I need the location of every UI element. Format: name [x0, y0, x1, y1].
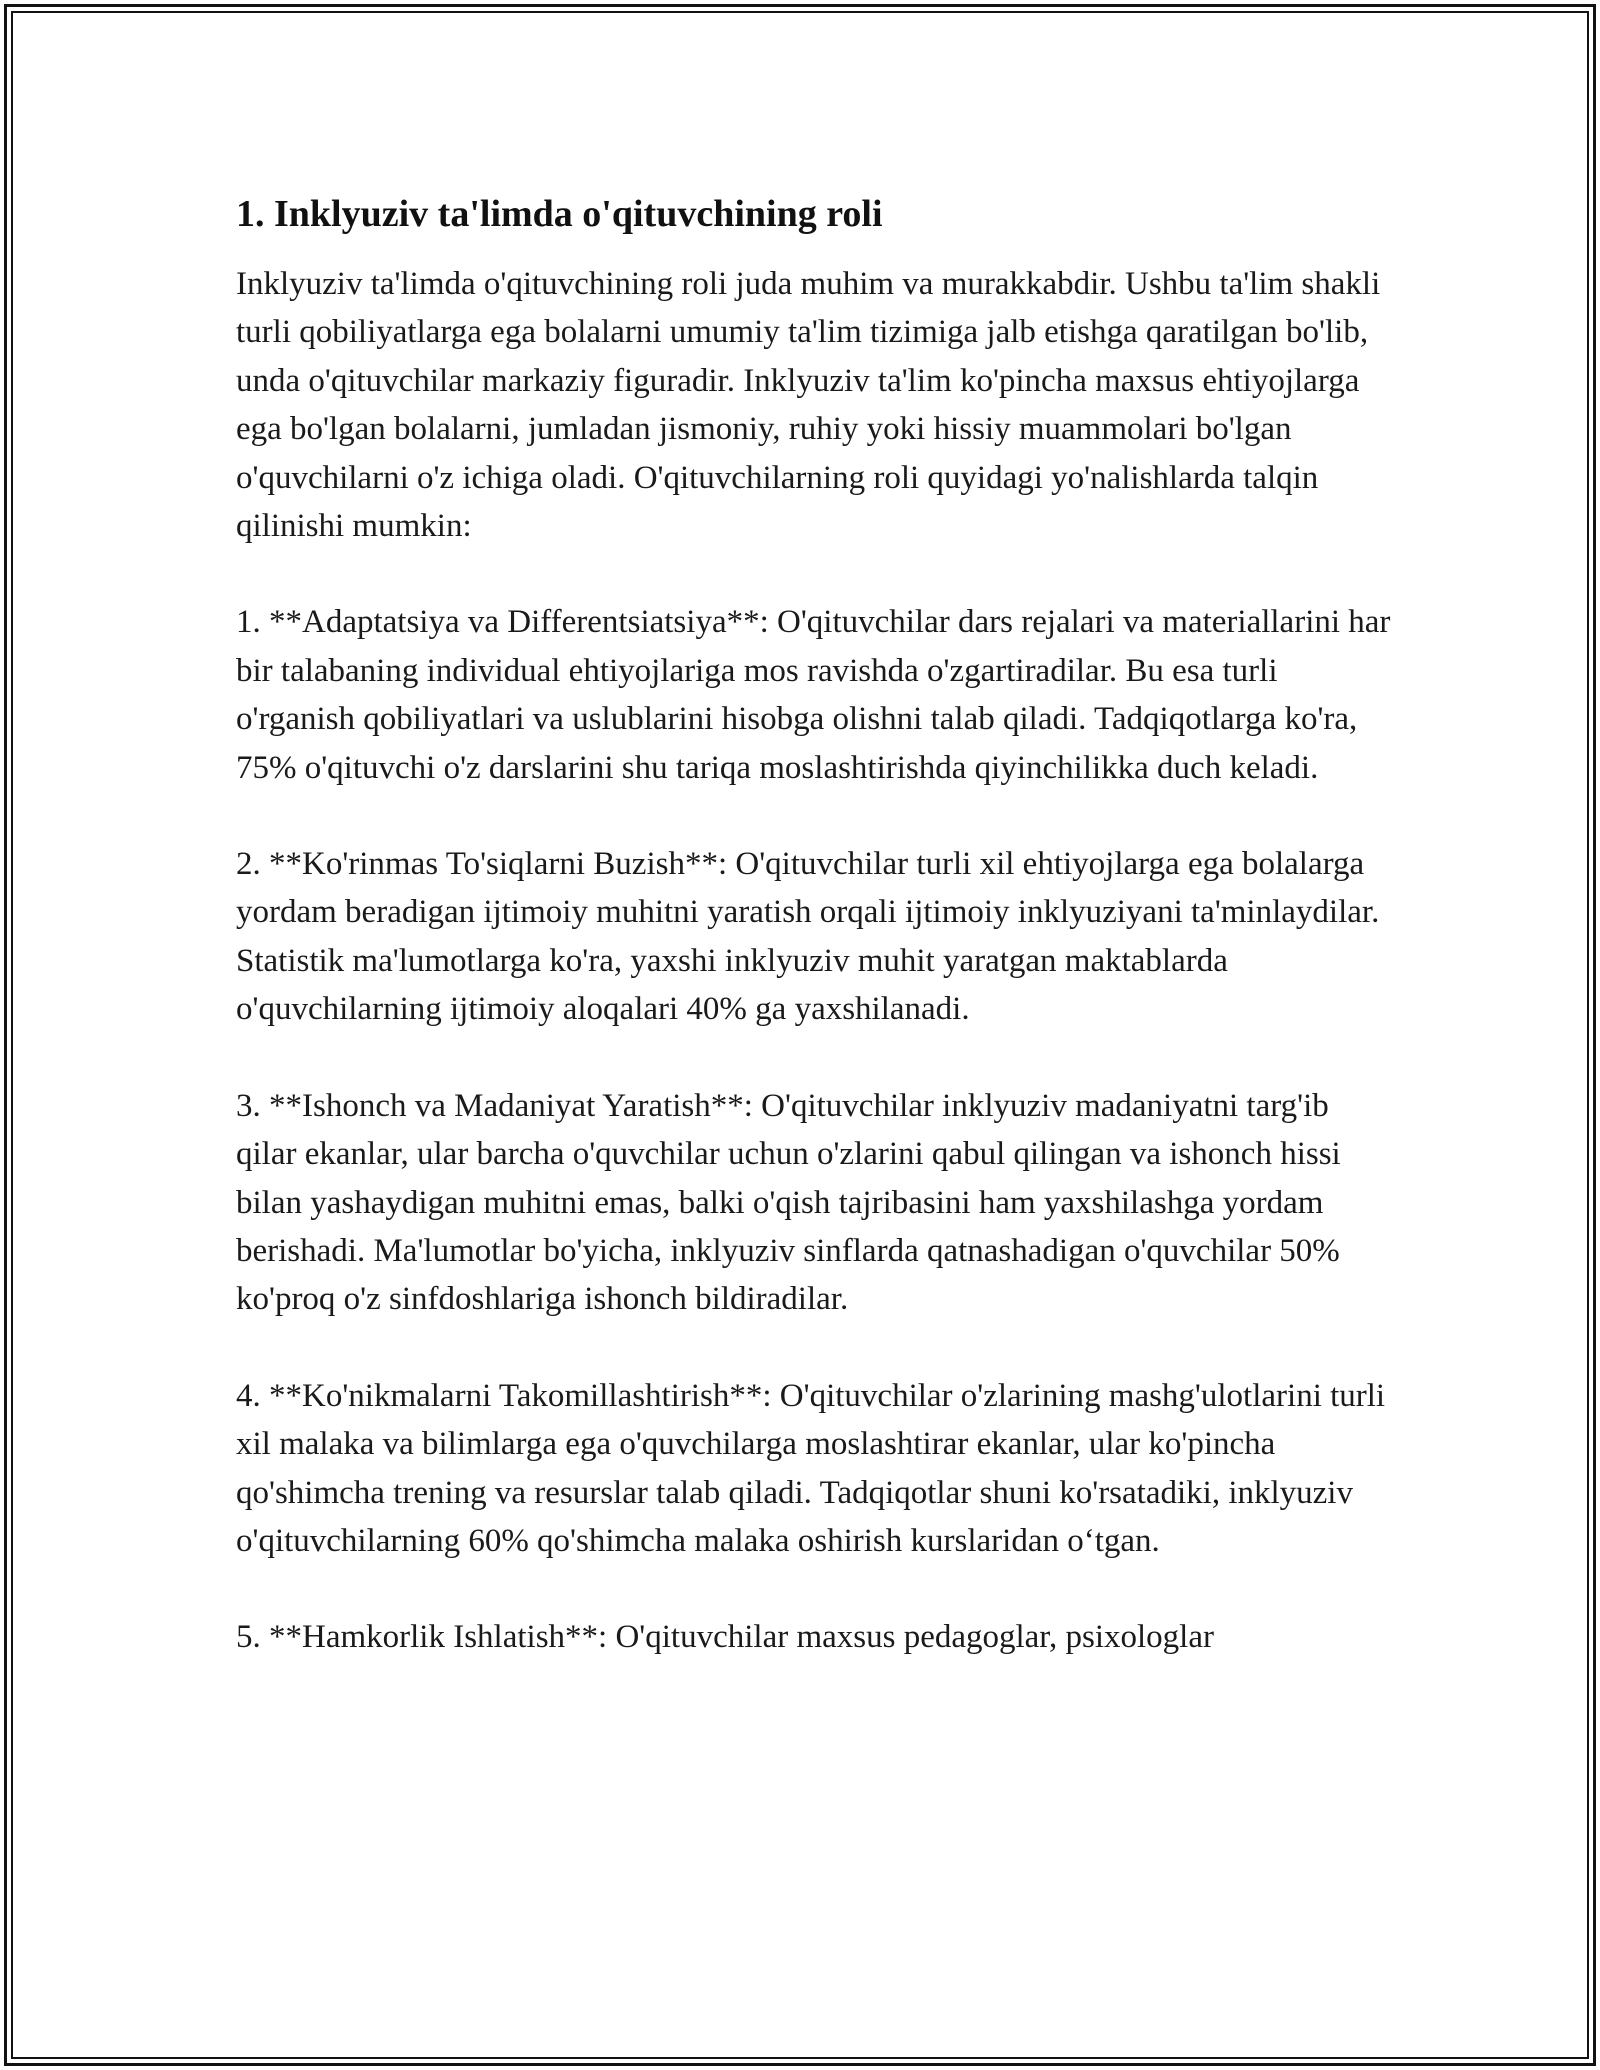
list-item-paragraph: 4. **Ko'nikmalarni Takomillashtirish**: O'qituvchilar o'zlarining mashg'ulotlarini turli xil malaka va bilimlarga ega o'quvchilarga moslashtirar ekanlar, ular ko'pincha qo'shimcha trening va resurslar talab qiladi. Tadqiqotlar shuni ko'rsatadiki, inklyuziv o'qituvchilarning 60% qo'shimcha malaka oshirish kurslaridan o‘tgan.	[236, 1377, 1386, 1559]
list-item-paragraph: 3. **Ishonch va Madaniyat Yaratish**: O'qituvchilar inklyuziv madaniyatni targ'ib qilar ekanlar, ular barcha o'quvchilar uchun o'zlarini qabul qilingan va ishonch hissi bilan yashaydigan muhitni emas, balki o'qish tajribasini ham yaxshilashga yordam berishadi. Ma'lumotlar bo'yicha, inklyuziv sinflarda qatnashadigan o'quvchilar 50% ko'proq o'z sinfdoshlariga ishonch bildiradilar.	[236, 1087, 1341, 1318]
document-body	[236, 186, 1396, 1662]
list-item-paragraph: 5. **Hamkorlik Ishlatish**: O'qituvchilar maxsus pedagoglar, psixologlar	[236, 1619, 1214, 1656]
section-heading: 1. Inklyuziv ta'limda o'qituvchining roli	[236, 193, 883, 235]
intro-paragraph: Inklyuziv ta'limda o'qituvchining roli juda muhim va murakkabdir. Ushbu ta'lim shakli turli qobiliyatlarga ega bolalarni umumiy ta'lim tizimiga jalb etishga qaratilgan bo'lib, unda o'qituvchilar markaziy figuradir. Inklyuziv ta'lim ko'pincha maxsus ehtiyojlarga ega bo'lgan bolalarni, jumladan jismoniy, ruhiy yoki hissiy muammolari bo'lgan o'quvchilarni o'z ichiga oladi. O'qituvchilarning roli quyidagi yo'nalishlarda talqin qilinishi mumkin:	[236, 266, 1381, 545]
list-item-paragraph: 2. **Ko'rinmas To'siqlarni Buzish**: O'qituvchilar turli xil ehtiyojlarga ega bolalarga yordam beradigan ijtimoiy muhitni yaratish orqali ijtimoiy inklyuziyani ta'minlaydilar. Statistik ma'lumotlarga ko'ra, yaxshi inklyuziv muhit yaratgan maktablarda o'quvchilarning ijtimoiy aloqalari 40% ga yaxshilanadi.	[236, 846, 1380, 1028]
list-item-paragraph: 1. **Adaptatsiya va Differentsiatsiya**: O'qituvchilar dars rejalari va materiallarini har bir talabaning individual ehtiyojlariga mos ravishda o'zgartiradilar. Bu esa turli o'rganish qobiliyatlari va uslublarini hisobga olishni talab qiladi. Tadqiqotlarga ko'ra, 75% o'qituvchi o'z darslarini shu tariqa moslashtirishda qiyinchilikka duch keladi.	[236, 604, 1391, 786]
